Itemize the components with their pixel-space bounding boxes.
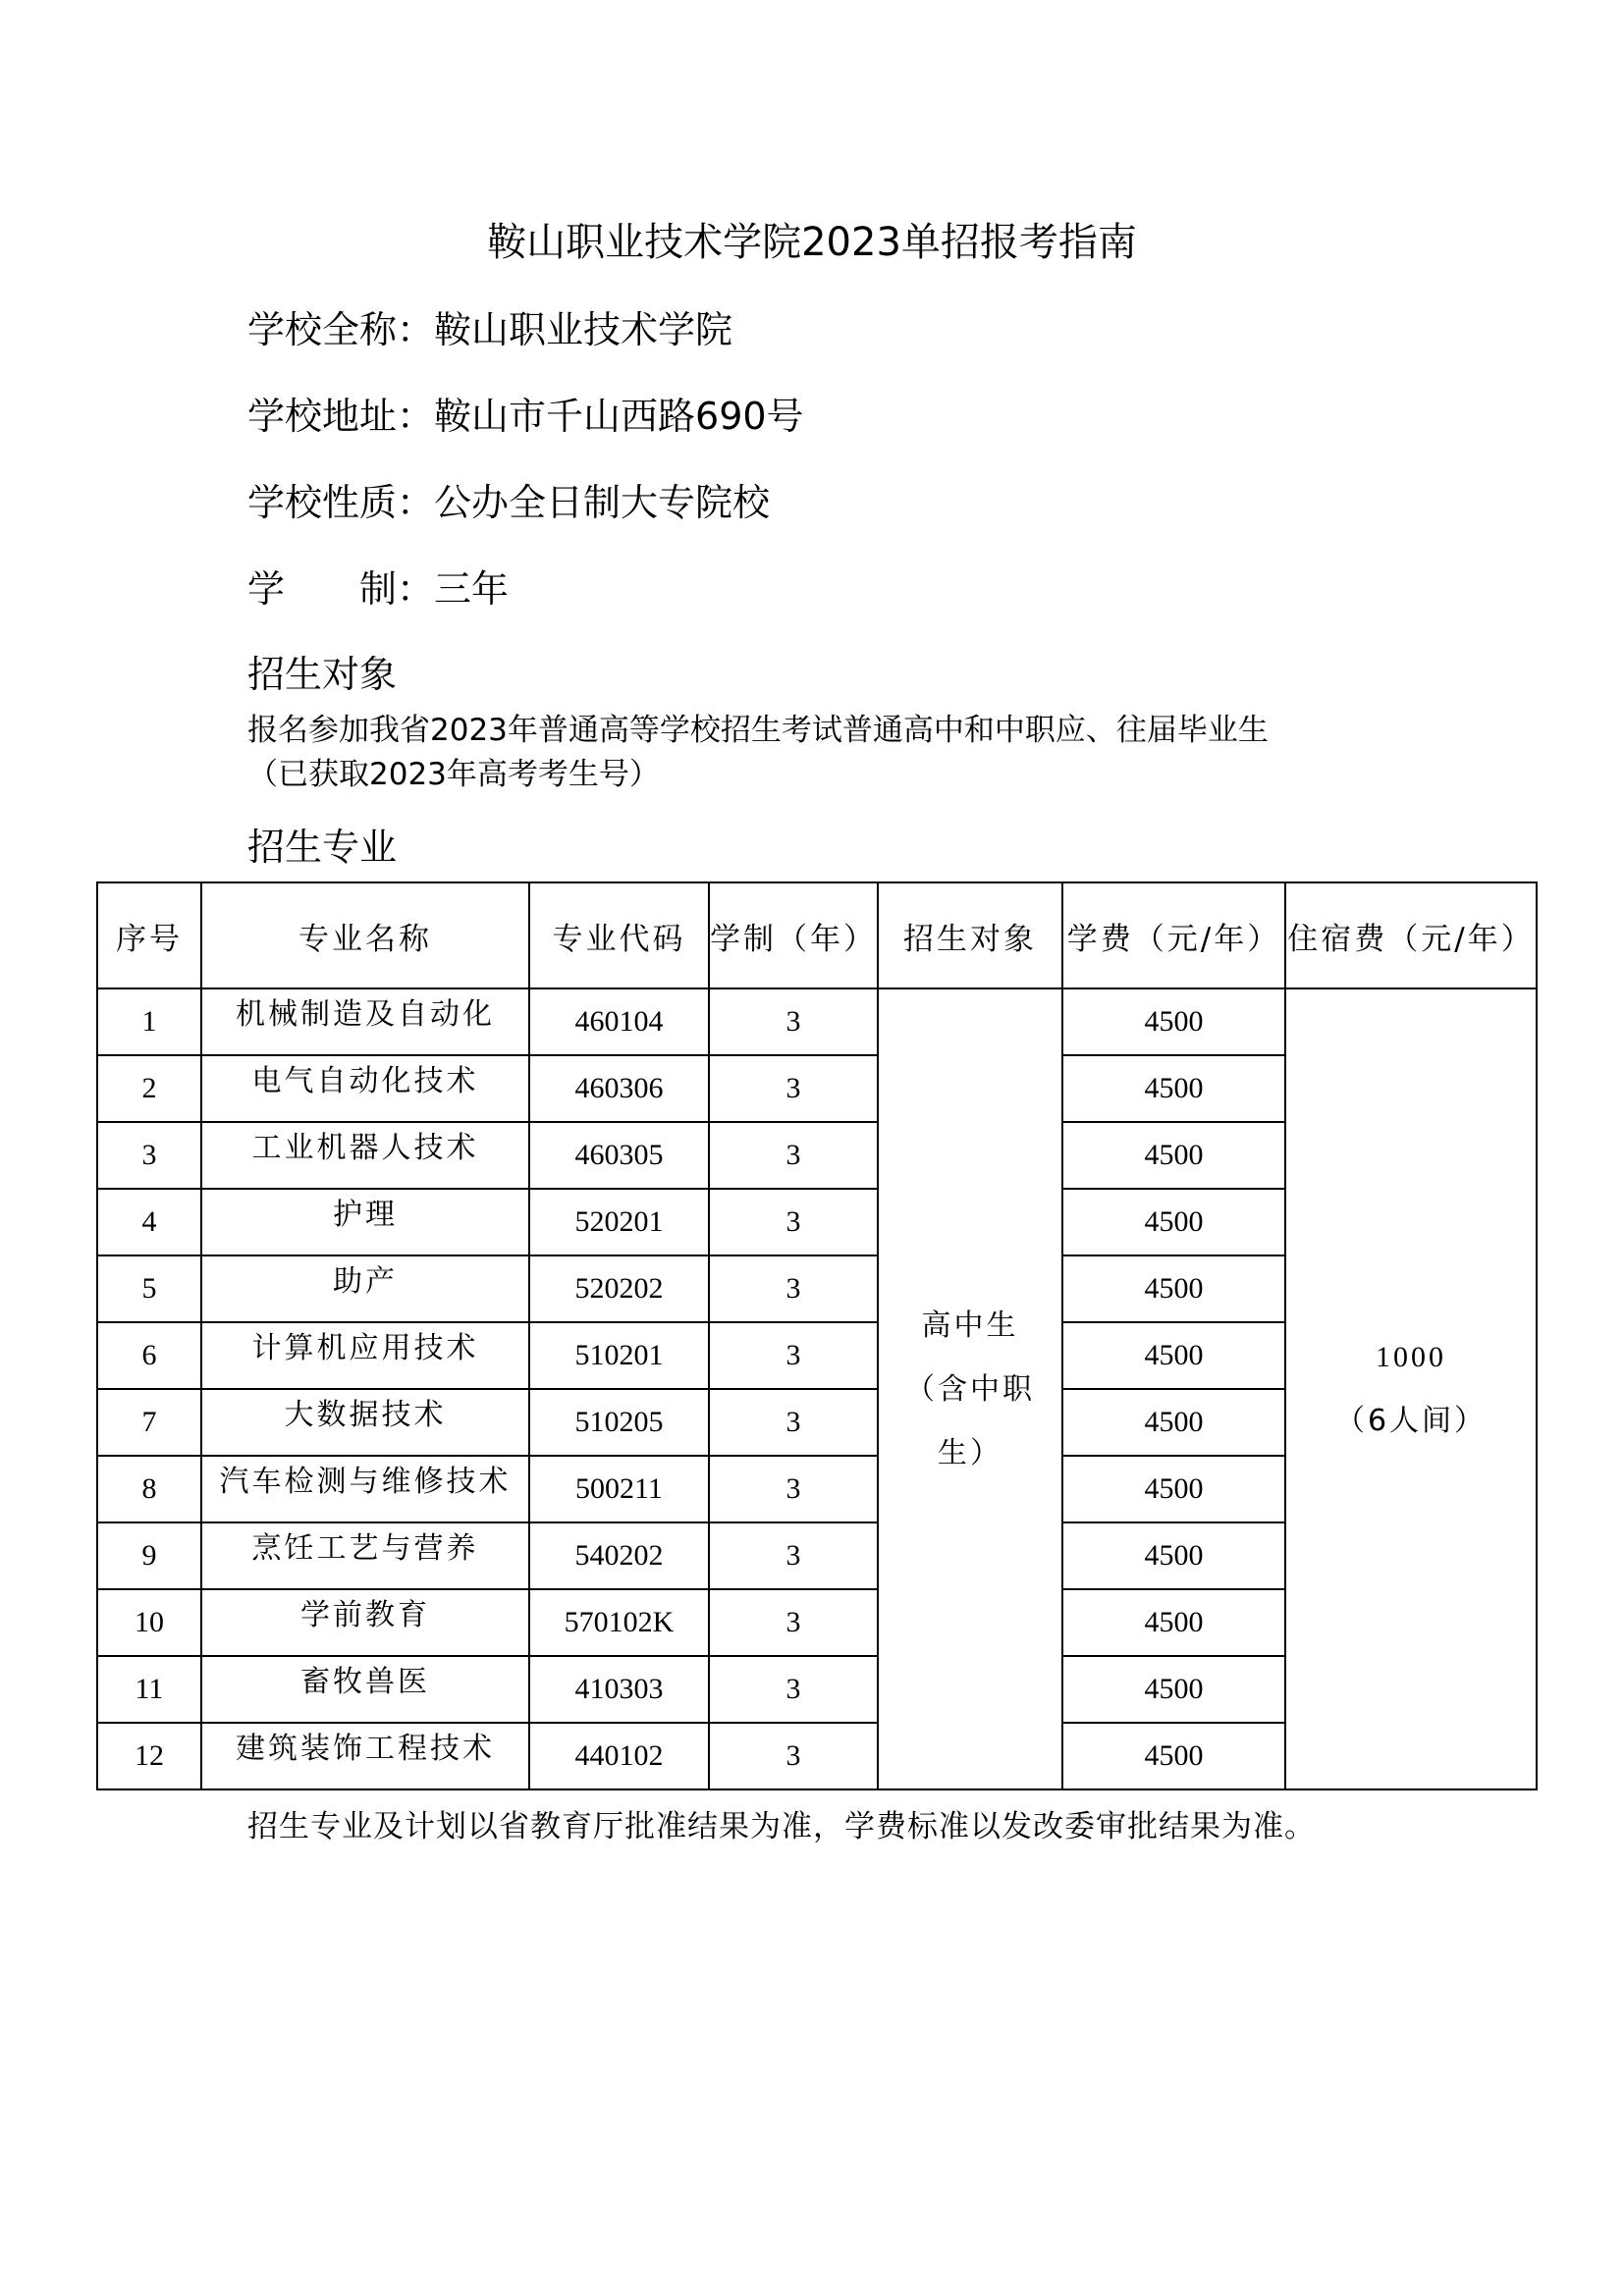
major-code: 510205 bbox=[529, 1389, 709, 1456]
major-years: 3 bbox=[709, 1389, 878, 1456]
major-years: 3 bbox=[709, 1322, 878, 1389]
info-school-address bbox=[247, 386, 804, 440]
target-cell bbox=[878, 988, 1062, 1789]
major-code: 520201 bbox=[529, 1189, 709, 1255]
info-duration bbox=[247, 559, 509, 613]
info-value: 三年 bbox=[434, 567, 510, 611]
header-cell: 学制（年） bbox=[709, 882, 878, 988]
major-name: 工业机器人技术 bbox=[201, 1122, 529, 1189]
footnote: 招生专业及计划以省教育厅批准结果为准，学费标准以发改委审批结果为准。 bbox=[247, 1809, 1316, 1844]
tuition-fee: 4500 bbox=[1062, 1055, 1285, 1122]
major-code: 520202 bbox=[529, 1255, 709, 1322]
major-name: 助产 bbox=[201, 1255, 529, 1322]
major-years: 3 bbox=[709, 1122, 878, 1189]
dorm-fee: 1000 bbox=[1376, 1341, 1446, 1373]
info-school-name bbox=[247, 299, 732, 353]
major-years: 3 bbox=[709, 988, 878, 1055]
header-cell: 学费（元/年） bbox=[1062, 882, 1285, 988]
majors-heading: 招生专业 bbox=[247, 826, 398, 869]
target-text-line: 报名参加我省2023年普通高等学校招生考试普通高中和中职应、往届毕业生 bbox=[247, 713, 1269, 748]
major-code: 440102 bbox=[529, 1723, 709, 1789]
tuition-fee: 4500 bbox=[1062, 1723, 1285, 1789]
major-years: 3 bbox=[709, 1456, 878, 1522]
target-text-line: （已获取2023年高考考生号） bbox=[247, 757, 660, 792]
major-name: 大数据技术 bbox=[201, 1389, 529, 1456]
page-title: 鞍山职业技术学院2023单招报考指南 bbox=[487, 220, 1137, 265]
row-number: 8 bbox=[97, 1456, 201, 1522]
major-name: 学前教育 bbox=[201, 1589, 529, 1656]
tuition-fee: 4500 bbox=[1062, 1322, 1285, 1389]
target-description bbox=[247, 709, 1524, 797]
major-code: 500211 bbox=[529, 1456, 709, 1522]
info-label: 学校性质： bbox=[247, 481, 435, 524]
row-number: 7 bbox=[97, 1389, 201, 1456]
row-number: 11 bbox=[97, 1656, 201, 1723]
tuition-fee: 4500 bbox=[1062, 988, 1285, 1055]
info-label: 学校全称： bbox=[247, 308, 435, 351]
row-number: 9 bbox=[97, 1522, 201, 1589]
major-name: 汽车检测与维修技术 bbox=[201, 1456, 529, 1522]
tuition-fee: 4500 bbox=[1062, 1389, 1285, 1456]
header-cell: 专业代码 bbox=[529, 882, 709, 988]
major-years: 3 bbox=[709, 1656, 878, 1723]
major-name: 建筑装饰工程技术 bbox=[201, 1723, 529, 1789]
major-years: 3 bbox=[709, 1522, 878, 1589]
target-line: 生） bbox=[938, 1435, 1002, 1470]
tuition-fee: 4500 bbox=[1062, 1522, 1285, 1589]
target-line: （含中职 bbox=[905, 1371, 1035, 1407]
header-cell: 住宿费（元/年） bbox=[1285, 882, 1537, 988]
major-code: 510201 bbox=[529, 1322, 709, 1389]
major-years: 3 bbox=[709, 1189, 878, 1255]
info-school-type bbox=[247, 472, 770, 526]
major-code: 460306 bbox=[529, 1055, 709, 1122]
major-code: 410303 bbox=[529, 1656, 709, 1723]
tuition-fee: 4500 bbox=[1062, 1456, 1285, 1522]
info-value: 鞍山市千山西路690号 bbox=[434, 395, 804, 438]
row-number: 12 bbox=[97, 1723, 201, 1789]
row-number: 6 bbox=[97, 1322, 201, 1389]
major-years: 3 bbox=[709, 1589, 878, 1656]
tuition-fee: 4500 bbox=[1062, 1589, 1285, 1656]
major-code: 570102K bbox=[529, 1589, 709, 1656]
row-number: 4 bbox=[97, 1189, 201, 1255]
row-number: 1 bbox=[97, 988, 201, 1055]
header-cell: 招生对象 bbox=[878, 882, 1062, 988]
table-row bbox=[97, 988, 1537, 1055]
major-name: 畜牧兽医 bbox=[201, 1656, 529, 1723]
major-name: 机械制造及自动化 bbox=[201, 988, 529, 1055]
major-code: 460104 bbox=[529, 988, 709, 1055]
info-label: 学 制： bbox=[247, 567, 435, 611]
tuition-fee: 4500 bbox=[1062, 1255, 1285, 1322]
major-name: 计算机应用技术 bbox=[201, 1322, 529, 1389]
row-number: 2 bbox=[97, 1055, 201, 1122]
major-code: 540202 bbox=[529, 1522, 709, 1589]
major-years: 3 bbox=[709, 1255, 878, 1322]
row-number: 5 bbox=[97, 1255, 201, 1322]
info-value: 鞍山职业技术学院 bbox=[434, 308, 733, 351]
dorm-note: （6人间） bbox=[1334, 1404, 1488, 1438]
row-number: 10 bbox=[97, 1589, 201, 1656]
header-cell: 专业名称 bbox=[201, 882, 529, 988]
major-name: 电气自动化技术 bbox=[201, 1055, 529, 1122]
header-cell: 序号 bbox=[97, 882, 201, 988]
target-heading: 招生对象 bbox=[247, 653, 398, 696]
tuition-fee: 4500 bbox=[1062, 1656, 1285, 1723]
row-number: 3 bbox=[97, 1122, 201, 1189]
major-name: 烹饪工艺与营养 bbox=[201, 1522, 529, 1589]
major-years: 3 bbox=[709, 1723, 878, 1789]
dorm-fee-cell bbox=[1285, 988, 1537, 1789]
major-years: 3 bbox=[709, 1055, 878, 1122]
major-name: 护理 bbox=[201, 1189, 529, 1255]
majors-table bbox=[96, 881, 1538, 1790]
info-value: 公办全日制大专院校 bbox=[434, 481, 771, 524]
info-label: 学校地址： bbox=[247, 395, 435, 438]
target-line: 高中生 bbox=[921, 1308, 1019, 1343]
tuition-fee: 4500 bbox=[1062, 1189, 1285, 1255]
major-code: 460305 bbox=[529, 1122, 709, 1189]
table-header-row bbox=[97, 882, 1537, 988]
tuition-fee: 4500 bbox=[1062, 1122, 1285, 1189]
